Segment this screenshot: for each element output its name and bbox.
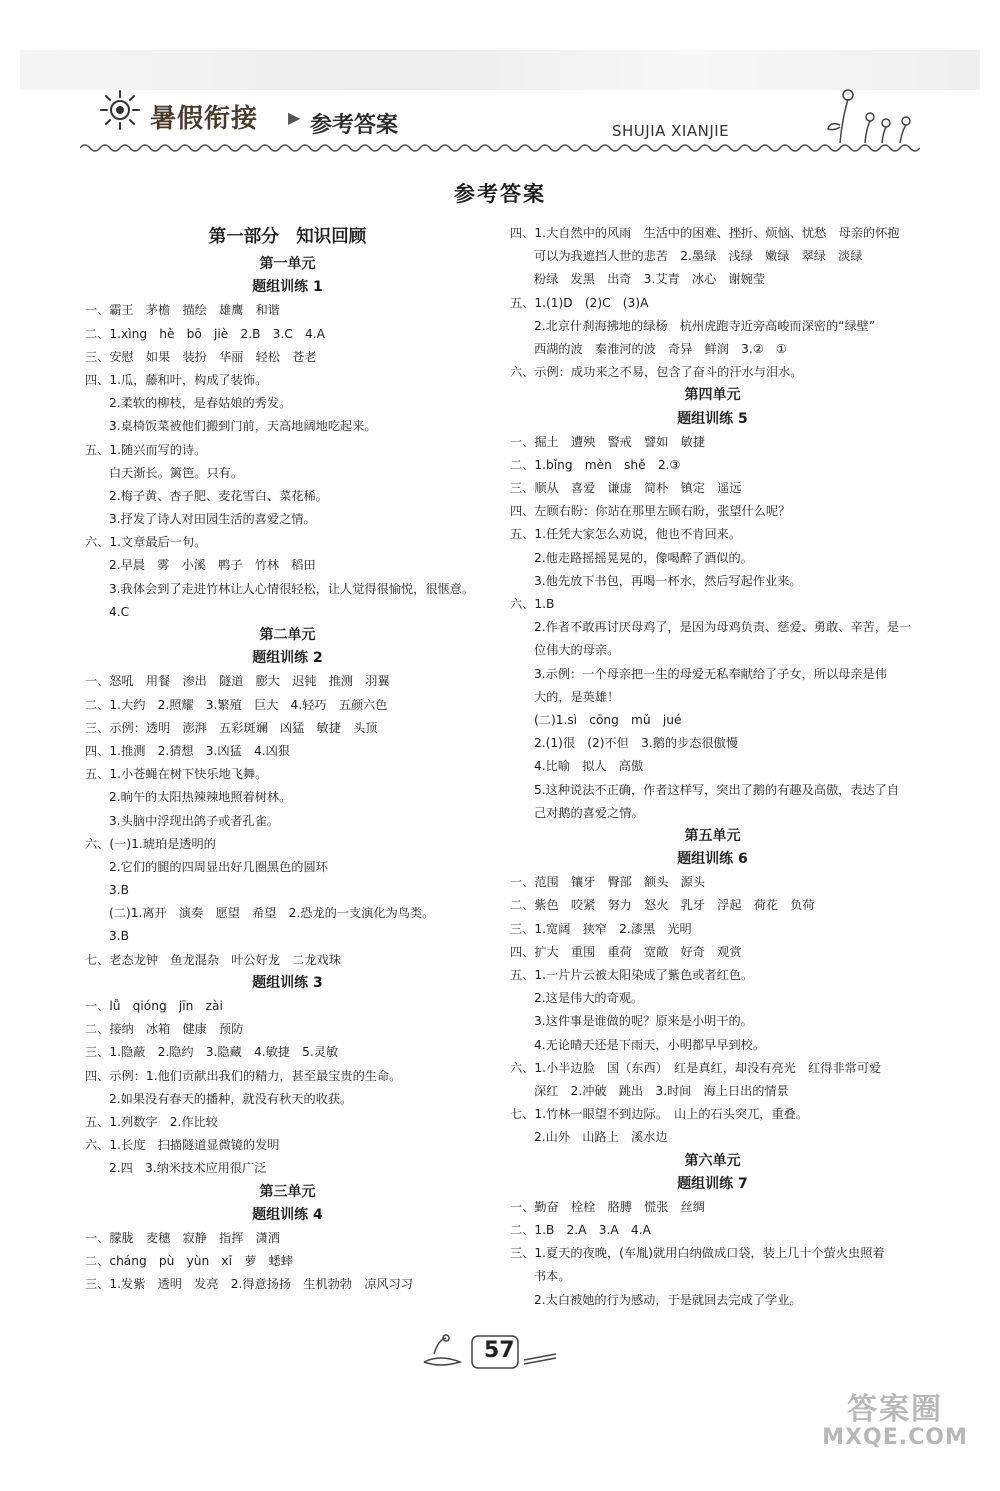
exercise-heading: 题组训练 1 <box>252 279 323 296</box>
answer-subline: 2.四 3.纳米技术应用很广泛 <box>109 1161 267 1176</box>
answer-subline: (二)1.离开 演奏 愿望 希望 2.恐龙的一支演化为鸟类。 <box>109 906 435 921</box>
answer-line: 一、lǚ qióng jīn zài <box>85 999 223 1013</box>
answer-subline: 2.山外 山路上 溪水边 <box>534 1130 668 1145</box>
answer-line: 四、扩大 重围 重荷 宽敞 好奇 观赏 <box>510 944 742 959</box>
answer-subline: 粉绿 发黑 出奇 3.艾青 冰心 谢婉莹 <box>534 272 766 287</box>
answer-subline: 2.柔软的柳枝，是春姑娘的秀发。 <box>109 396 292 411</box>
answer-subline: 3.他先放下书包，再喝一杯水，然后写起作业来。 <box>534 573 802 588</box>
unit-heading: 第四单元 <box>684 387 741 404</box>
answer-subline: 深红 2.冲破 跳出 3.时间 海上日出的情景 <box>534 1083 789 1098</box>
answer-subline: 己对鹅的喜爱之情。 <box>534 805 644 820</box>
answer-subline: 2.如果没有春天的播种，就没有秋天的收获。 <box>109 1091 353 1106</box>
answer-subline: 书本。 <box>534 1269 571 1284</box>
unit-heading: 第二单元 <box>259 627 316 643</box>
answer-subline: 2.晌午的太阳热辣辣地照着树林。 <box>109 790 292 805</box>
wavy-divider <box>80 142 920 154</box>
answer-line: 一、朦胧 麦穗 寂静 指挥 潇洒 <box>85 1230 280 1245</box>
answer-line: 三、1.夏天的夜晚，(车胤)就用白纳做成口袋，装上几十个萤火虫照着 <box>510 1246 885 1261</box>
answer-subline: 2.(1)很 (2)不但 3.鹅的步态很傲慢 <box>534 736 739 751</box>
answer-line: 四、示例：1.他们贡献出我们的精力，甚至最宝贵的生命。 <box>85 1068 402 1083</box>
answer-subline: 大的，是英雄！ <box>534 689 620 704</box>
header-subtitle: 参考答案 <box>310 113 399 138</box>
exercise-heading: 题组训练 3 <box>252 974 323 991</box>
exercise-heading: 题组训练 4 <box>252 1206 323 1223</box>
header-smudge <box>20 50 980 90</box>
answer-subline: (二)1.sì cōng mǔ jué <box>534 712 682 727</box>
answer-subline: 3.示例：一个母亲把一生的母爱无私奉献给了子女，所以母亲是伟 <box>534 666 887 681</box>
brand-title: 暑假衔接 <box>150 104 259 134</box>
answer-line: 一、范围 镶牙 臀部 额头 源头 <box>510 875 705 890</box>
sun-icon <box>98 88 142 132</box>
answer-line: 六、1.B <box>510 597 555 611</box>
answer-line: 四、左顾右盼：你站在那里左顾右盼，张望什么呢？ <box>510 504 791 519</box>
answer-subline: 3.头脑中浮现出鸽子或者孔雀。 <box>109 813 280 828</box>
exercise-heading: 题组训练 7 <box>677 1175 748 1192</box>
answer-line: 三、1.隐蔽 2.隐约 3.隐藏 4.敏捷 5.灵敏 <box>85 1045 339 1060</box>
answer-subline: 2.太白被她的行为感动，于是就回去完成了学业。 <box>534 1292 802 1307</box>
answer-line: 三、示例：透明 澎湃 五彩斑斓 凶猛 敏捷 头顶 <box>85 720 378 735</box>
watermark-line1: 答案圈 <box>847 1392 943 1427</box>
exercise-heading: 题组训练 6 <box>677 851 748 868</box>
answer-subline: 位伟大的母亲。 <box>534 643 620 658</box>
answer-line: 六、(一)1.琥珀是透明的 <box>85 836 216 851</box>
answer-subline: 白天渐长。篱笆。只有。 <box>109 465 244 480</box>
answer-line: 三、1.发紫 透明 发亮 2.得意扬扬 生机勃勃 凉风习习 <box>85 1277 413 1292</box>
answer-line: 五、1.(1)D (2)C (3)A <box>510 295 649 310</box>
answer-subline: 4.比喻 拟人 高傲 <box>534 759 644 774</box>
answer-subline: 西湖的波 秦淮河的波 奇异 鲜润 3.② ① <box>534 341 787 356</box>
unit-heading: 第一单元 <box>259 256 316 272</box>
answer-subline: 5.这种说法不正确，作者这样写，突出了鹅的有趣及高傲，表达了自 <box>534 782 900 797</box>
answer-subline: 3.抒发了诗人对田园生活的喜爱之情。 <box>109 512 316 527</box>
answer-subline: 4.无论晴天还是下雨天，小明都早早到校。 <box>534 1037 766 1052</box>
answer-subline: 2.它们的腿的四周显出好几圈黑色的圆环 <box>109 859 328 874</box>
answer-line: 六、1.小半边脸 国（东西） 红是真红，却没有亮光 红得非常可爱 <box>510 1060 882 1075</box>
unit-heading: 第三单元 <box>259 1183 316 1200</box>
answer-line: 二、紫色 咬紧 努力 怒火 乳牙 浮起 荷花 负荷 <box>510 898 815 913</box>
answer-line: 五、1.列数字 2.作比较 <box>85 1114 218 1129</box>
answer-line: 三、顺从 喜爱 谦虚 简朴 镇定 遥远 <box>510 481 742 496</box>
answer-line: 二、1.xìng hè bō jiè 2.B 3.C 4.A <box>85 326 325 341</box>
watermark-line2: MXQE.COM <box>822 1425 968 1450</box>
answer-line: 一、怒吼 用餐 渗出 隧道 膨大 迟钝 推测 羽翼 <box>85 674 390 689</box>
answer-line: 四、1.瓜，藤和叶，构成了装饰。 <box>85 372 268 387</box>
answer-line: 二、1.B 2.A 3.A 4.A <box>510 1223 651 1238</box>
page-number: 57 <box>484 1338 515 1363</box>
answer-subline: 3.我体会到了走进竹林让人心情很轻松，让人觉得很愉悦，很惬意。 <box>109 581 475 596</box>
answer-line: 二、cháng pù yùn xī 萝 蟋蟀 <box>85 1254 293 1269</box>
answer-subline: 2.早晨 雾 小溪 鸭子 竹林 稻田 <box>109 558 316 573</box>
answer-subline: 可以为我遮挡人世的悲苦 2.墨绿 浅绿 嫩绿 翠绿 淡绿 <box>534 249 863 264</box>
answer-line: 二、接纳 冰箱 健康 预防 <box>85 1022 244 1037</box>
answer-line: 一、掘土 遭殃 警戒 譬如 敏捷 <box>510 434 705 449</box>
answer-line: 六、1.文章最后一句。 <box>85 535 207 550</box>
answer-line: 七、老态龙钟 鱼龙混杂 叶公好龙 二龙戏珠 <box>85 952 341 967</box>
flowers-icon <box>820 85 920 145</box>
answer-subline: 4.C <box>109 604 130 619</box>
watermark-logo <box>810 1393 980 1473</box>
page-header <box>0 0 1000 170</box>
page-title: 参考答案 <box>454 182 546 206</box>
exercise-heading: 题组训练 2 <box>252 650 323 667</box>
answer-subline: 3.这件事是谁做的呢？原来是小明干的。 <box>534 1014 753 1029</box>
answer-line: 二、1.大约 2.照耀 3.繁殖 巨大 4.轻巧 五颜六色 <box>85 697 388 712</box>
answer-line: 二、1.bǐng mèn shě 2.③ <box>510 457 681 472</box>
answer-line: 六、1.长度 扫描隧道显微镜的发明 <box>85 1138 280 1153</box>
left-column <box>85 222 490 1296</box>
answer-line: 四、1.大自然中的风雨 生活中的困难、挫折、烦恼、忧愁 母亲的怀抱 <box>510 226 900 240</box>
answer-subline: 3.B <box>109 929 129 944</box>
answer-line: 一、勤奋 栓栓 胳膊 慌张 丝绸 <box>510 1199 705 1214</box>
answer-line: 四、1.推测 2.猜想 3.凶猛 4.凶狠 <box>85 743 290 758</box>
answer-subline: 3.B <box>109 883 129 898</box>
answer-line: 五、1.小苍蝇在树下快乐地飞舞。 <box>85 767 268 782</box>
answer-line: 五、1.一片片云被太阳染成了紫色或者红色。 <box>510 968 754 982</box>
answer-subline: 3.桌椅饭菜被他们搬到门前，天高地阔地吃起来。 <box>109 419 377 434</box>
answer-subline: 2.北京什刹海拂地的绿杨 杭州虎跑寺近旁高峻而深密的“绿壁” <box>534 318 876 333</box>
unit-heading: 第五单元 <box>684 827 741 844</box>
answer-line: 五、1.随兴而写的诗。 <box>85 442 207 457</box>
answer-subline: 2.梅子黄、杏子肥、麦花雪白、菜花稀。 <box>109 488 328 503</box>
header-pinyin: SHUJIA XIANJIE <box>612 122 730 140</box>
answer-line: 三、安慰 如果 装扮 华丽 轻松 苍老 <box>85 349 317 364</box>
answer-subline: 2.他走路摇摇晃晃的，像喝醉了酒似的。 <box>534 550 753 565</box>
answer-line: 七、1.竹林一眼望不到边际。 山上的石头突兀，重叠。 <box>510 1107 809 1122</box>
part-heading: 第一部分 知识回顾 <box>208 227 367 247</box>
right-column <box>510 222 915 1312</box>
answer-subline: 2.作者不敢再讨厌母鸡了，是因为母鸡负责、慈爱、勇敢、辛苦，是一 <box>534 620 912 635</box>
answer-subline: 2.这是伟大的奇观。 <box>534 991 644 1006</box>
unit-heading: 第六单元 <box>684 1152 741 1169</box>
answer-line: 六、示例：成功来之不易，包含了奋斗的汗水与泪水。 <box>510 365 803 380</box>
exercise-heading: 题组训练 5 <box>677 410 748 427</box>
arrow-icon: ▶ <box>288 108 301 127</box>
answer-line: 一、霸王 茅檐 描绘 雄鹰 和谐 <box>85 303 280 318</box>
answer-line: 三、1.宽阔 狭窄 2.漆黑 光明 <box>510 921 692 936</box>
answer-line: 五、1.任凭大家怎么劝说，他也不肯回来。 <box>510 527 742 542</box>
